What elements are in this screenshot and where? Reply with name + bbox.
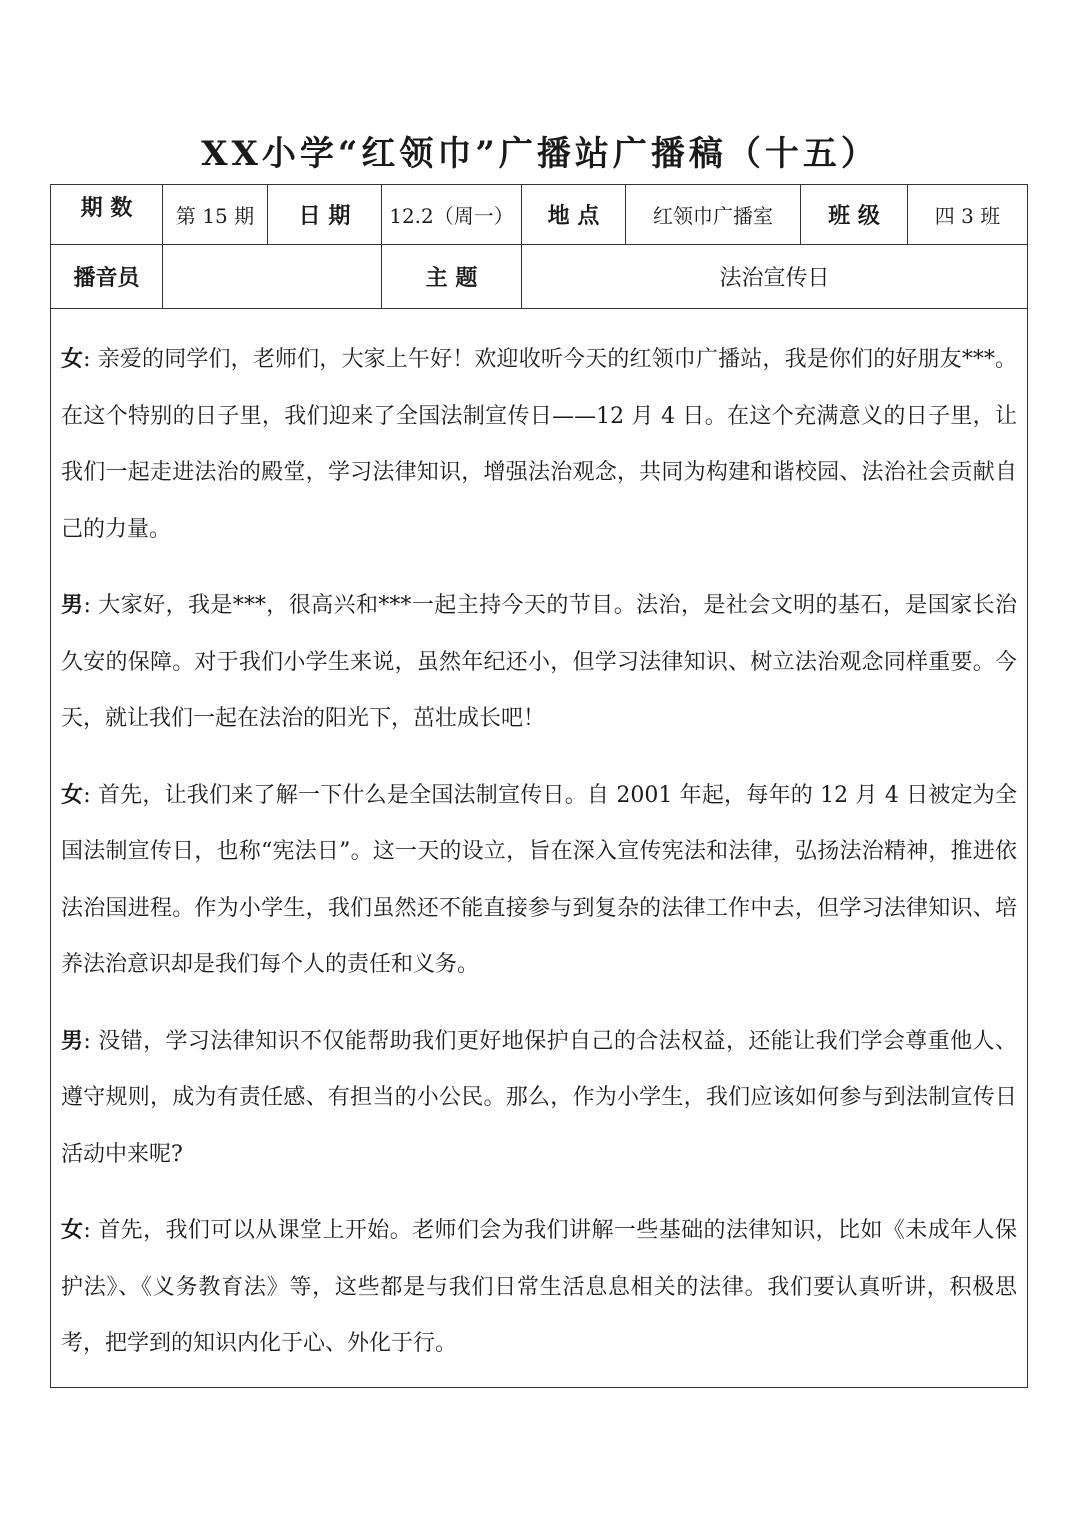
info-row-2 [51, 245, 1027, 309]
class-value: 四 3 班 [934, 204, 1001, 228]
announcer-value [163, 245, 382, 308]
place-value: 红领巾广播室 [626, 185, 801, 244]
speaker: 女 [61, 1217, 84, 1243]
class-label: 班 级 [801, 185, 908, 244]
theme-value: 法治宣传日 [719, 266, 830, 291]
broadcast-form [50, 184, 1028, 1388]
date-label: 日 期 [268, 185, 382, 244]
theme-label: 主 题 [382, 245, 522, 308]
paragraph-text: 首先，我们可以从课堂上开始。老师们会为我们讲解一些基础的法律知识，比如《未成年人保护法》、《义务教育法》等，这些都是与我们日常生活息息相关的法律。我们要认真听讲，积极思考，把学到的知识内化于心、外化于行。 [61, 1218, 1017, 1356]
paragraph-text: 没错，学习法律知识不仅能帮助我们更好地保护自己的合法权益，还能让我们学会尊重他人、遵守规则，成为有责任感、有担当的小公民。那么，作为小学生，我们应该如何参与到法制宣传日活动中来呢? [61, 1028, 1017, 1167]
speaker: 男 [61, 592, 84, 618]
speaker: 女 [61, 346, 84, 372]
page-title: XX小学“红领巾”广播站广播稿（十五） [201, 134, 879, 174]
separator: : [83, 1028, 91, 1054]
paragraph-text: 首先，让我们来了解一下什么是全国法制宣传日。自 2001 年起，每年的 12 月 4 日被定为全国法制宣传日，也称“宪法日”。这一天的设立，旨在深入宣传宪法和法律，弘扬法治精神，推进依法治国进程。作为小学生，我们虽然还不能直接参与到复杂的法律工作中去，但学习法律知识、培养法治意识却是我们每个人的责任和义务。 [61, 782, 1017, 977]
place-label: 地 点 [522, 185, 626, 244]
info-row-1 [51, 185, 1027, 245]
paragraph-text: 亲爱的同学们，老师们，大家上午好！欢迎收听今天的红领巾广播站，我是你们的好朋友***。在这个特别的日子里，我们迎来了全国法制宣传日——12 月 4 日。在这个充满意义的日子里，让我们一起走进法治的殿堂，学习法律知识，增强法治观念，共同为构建和谐校园、法治社会贡献自己的力量。 [61, 347, 1017, 542]
period-value: 第 15 期 [163, 185, 268, 244]
paragraph [61, 577, 1017, 748]
period-label: 期 数 [51, 185, 163, 244]
separator: : [83, 1218, 91, 1243]
date-value: 12.2（周一） [382, 185, 522, 244]
separator: : [83, 593, 91, 618]
paragraph [61, 767, 1017, 994]
script-body [51, 309, 1027, 1392]
paragraph [61, 1013, 1017, 1184]
separator: : [83, 347, 91, 372]
paragraph [61, 1202, 1017, 1373]
paragraph [61, 331, 1017, 558]
announcer-label: 播音员 [51, 245, 163, 308]
speaker: 男 [61, 1027, 84, 1054]
paragraph-text: 大家好，我是***，很高兴和***一起主持今天的节目。法治，是社会文明的基石，是国家长治久安的保障。对于我们小学生来说，虽然年纪还小，但学习法律知识、树立法治观念同样重要。今天，就让我们一起在法治的阳光下，茁壮成长吧！ [61, 593, 1017, 731]
separator: : [83, 782, 91, 808]
speaker: 女 [61, 781, 84, 808]
